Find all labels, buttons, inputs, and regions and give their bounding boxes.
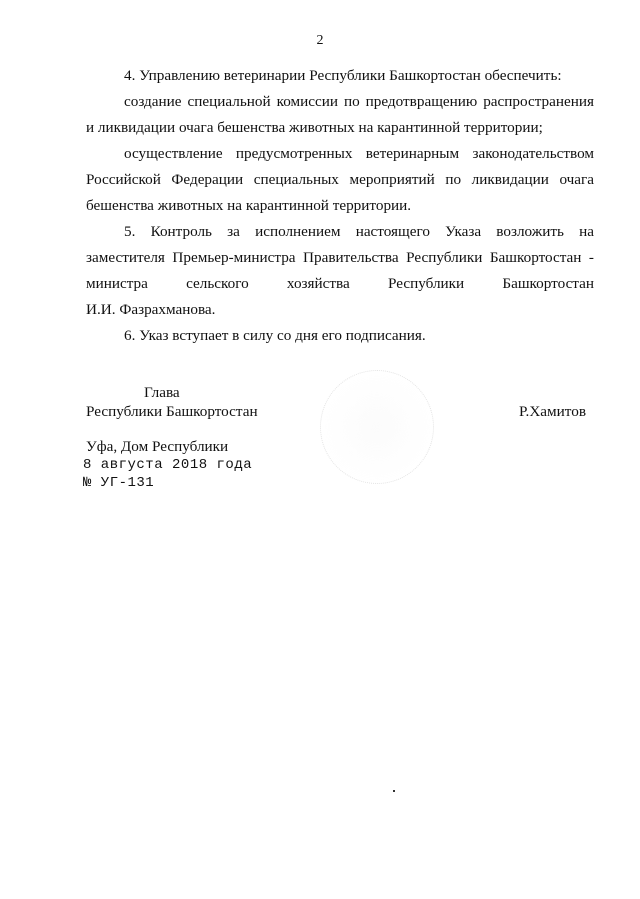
scan-speck	[393, 790, 395, 792]
decree-body	[86, 63, 594, 349]
signatory-title: Глава	[144, 384, 180, 401]
signatory-name: Р.Хамитов	[519, 403, 586, 420]
decree-date: 8 августа 2018 года	[83, 457, 253, 473]
paragraph-4: 4. Управлению ветеринарии Республики Башкортостан обеспечить:	[124, 67, 562, 84]
signing-place: Уфа, Дом Республики	[86, 438, 229, 455]
paragraph-5: 5. Контроль за исполнением настоящего Указа возложить на заместителя Премьер-министра Правительства Республики Башкортостан - министра сельского хозяйства Республики Башкортостан	[86, 223, 594, 292]
signatory-republic: Республики Башкортостан	[86, 403, 258, 420]
paragraph-6: 6. Указ вступает в силу со дня его подписания.	[124, 327, 426, 344]
faded-seal	[320, 370, 434, 484]
page-number: 2	[316, 33, 324, 48]
paragraph-4-measures: осуществление предусмотренных ветеринарным законодательством Российской Федерации специальных мероприятий по ликвидации очага бешенства животных на карантинной территории.	[86, 145, 594, 214]
paragraph-5-name: И.И. Фазрахманова.	[86, 301, 216, 318]
paragraph-4-commission: создание специальной комиссии по предотвращению распространения и ликвидации очага бешенства животных на карантинной территории;	[86, 93, 594, 136]
decree-number: № УГ-131	[83, 475, 155, 491]
